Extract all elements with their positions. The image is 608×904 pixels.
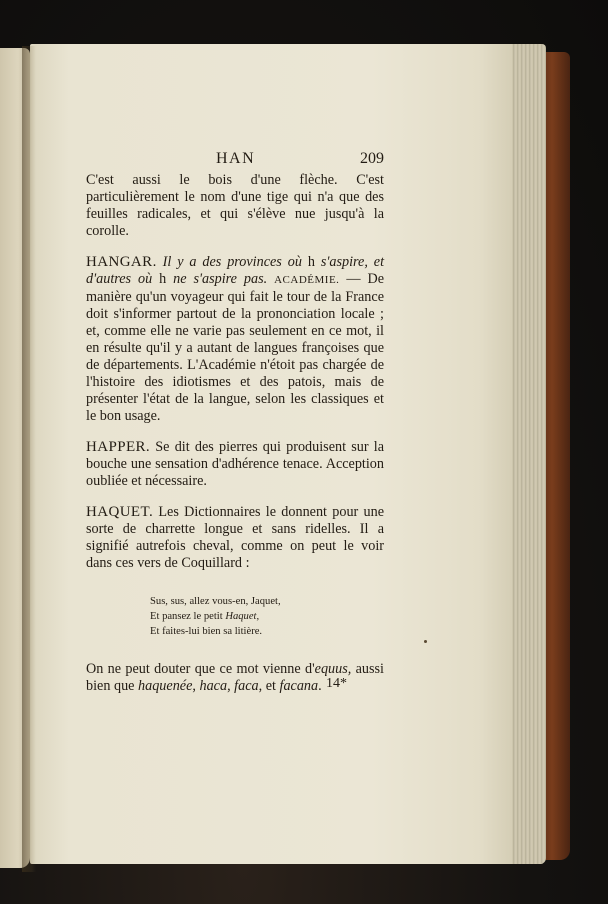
closing-end: .: [318, 678, 322, 694]
entry-body: Se dit des pierres qui produisent sur la bouche une sensation d'adhérence tenace. Acception oubliée et nécessaire.: [86, 439, 385, 489]
etymon-word: equus,: [314, 661, 352, 677]
entry-hangar: [86, 254, 384, 425]
quote-text: s'aspire, et d'autres où: [86, 254, 385, 287]
page-number: 209: [360, 150, 384, 167]
etymon-word: facana: [279, 678, 319, 694]
etymon-word: haquenée: [138, 678, 193, 694]
verse-line: Sus, sus, allez vous-en, Jaquet,: [150, 596, 281, 607]
quote-source: ACADÉMIE.: [274, 274, 340, 286]
closing-text: aussi bien que: [86, 661, 384, 694]
page-text: [86, 150, 384, 695]
separator: , et: [258, 678, 276, 694]
paragraph-continuation: C'est aussi le bois d'une flèche. C'est particulièrement le nom d'une tige qui n'a que des feuilles radicales, et qui s'élève nue jusqu'à la corolle.: [86, 172, 384, 239]
verse-quotation: [150, 594, 384, 639]
verse-text: Et pansez le petit: [150, 611, 223, 622]
entry-headword: HAPPER.: [86, 439, 151, 455]
letter-h: h: [307, 254, 315, 270]
ink-spot: [424, 640, 427, 643]
entry-haquet: [86, 504, 384, 572]
verse-italic-word: Haquet,: [225, 611, 260, 622]
quote-text: ne s'aspire pas.: [173, 271, 268, 287]
quote-text: Il y a des provinces où: [162, 254, 302, 270]
page-gutter: [22, 46, 36, 872]
page-stack-edges: [512, 44, 546, 864]
verse-line: [150, 609, 384, 624]
running-head-word: HAN: [216, 150, 256, 167]
entry-body: — De manière qu'un voyageur qui fait le tour de la France doit s'informer partout de la prononciation locale ; et, comme elle ne varie pas seulement en ce mot, il en résulte qu'il y a autant de langues françoises que de départements. L'Académie n'étoit pas chargée de l'histoire des idiotismes et des patois, mais de présenter l'état de la langue, selon les classiques et le bon usage.: [86, 271, 385, 424]
entry-happer: [86, 439, 384, 490]
etymon-word: haca: [199, 678, 228, 694]
verse-line: Et faites-lui bien sa litière.: [150, 626, 263, 637]
signature-mark: 14*: [326, 676, 347, 691]
entry-body: Les Dictionnaires le donnent pour une sorte de charrette longue et sans ridelles. Il a signifié autrefois cheval, comme on peut le voir dans ces vers de Coquillard :: [86, 504, 385, 571]
etymon-word: faca: [234, 678, 259, 694]
entry-headword: HAQUET.: [86, 504, 154, 520]
running-head: [86, 150, 384, 172]
separator: ,: [227, 678, 231, 694]
entry-headword: HANGAR.: [86, 254, 157, 270]
closing-text: On ne peut douter que ce mot vienne d': [86, 661, 315, 677]
separator: ,: [192, 678, 196, 694]
letter-h: h: [159, 271, 167, 287]
